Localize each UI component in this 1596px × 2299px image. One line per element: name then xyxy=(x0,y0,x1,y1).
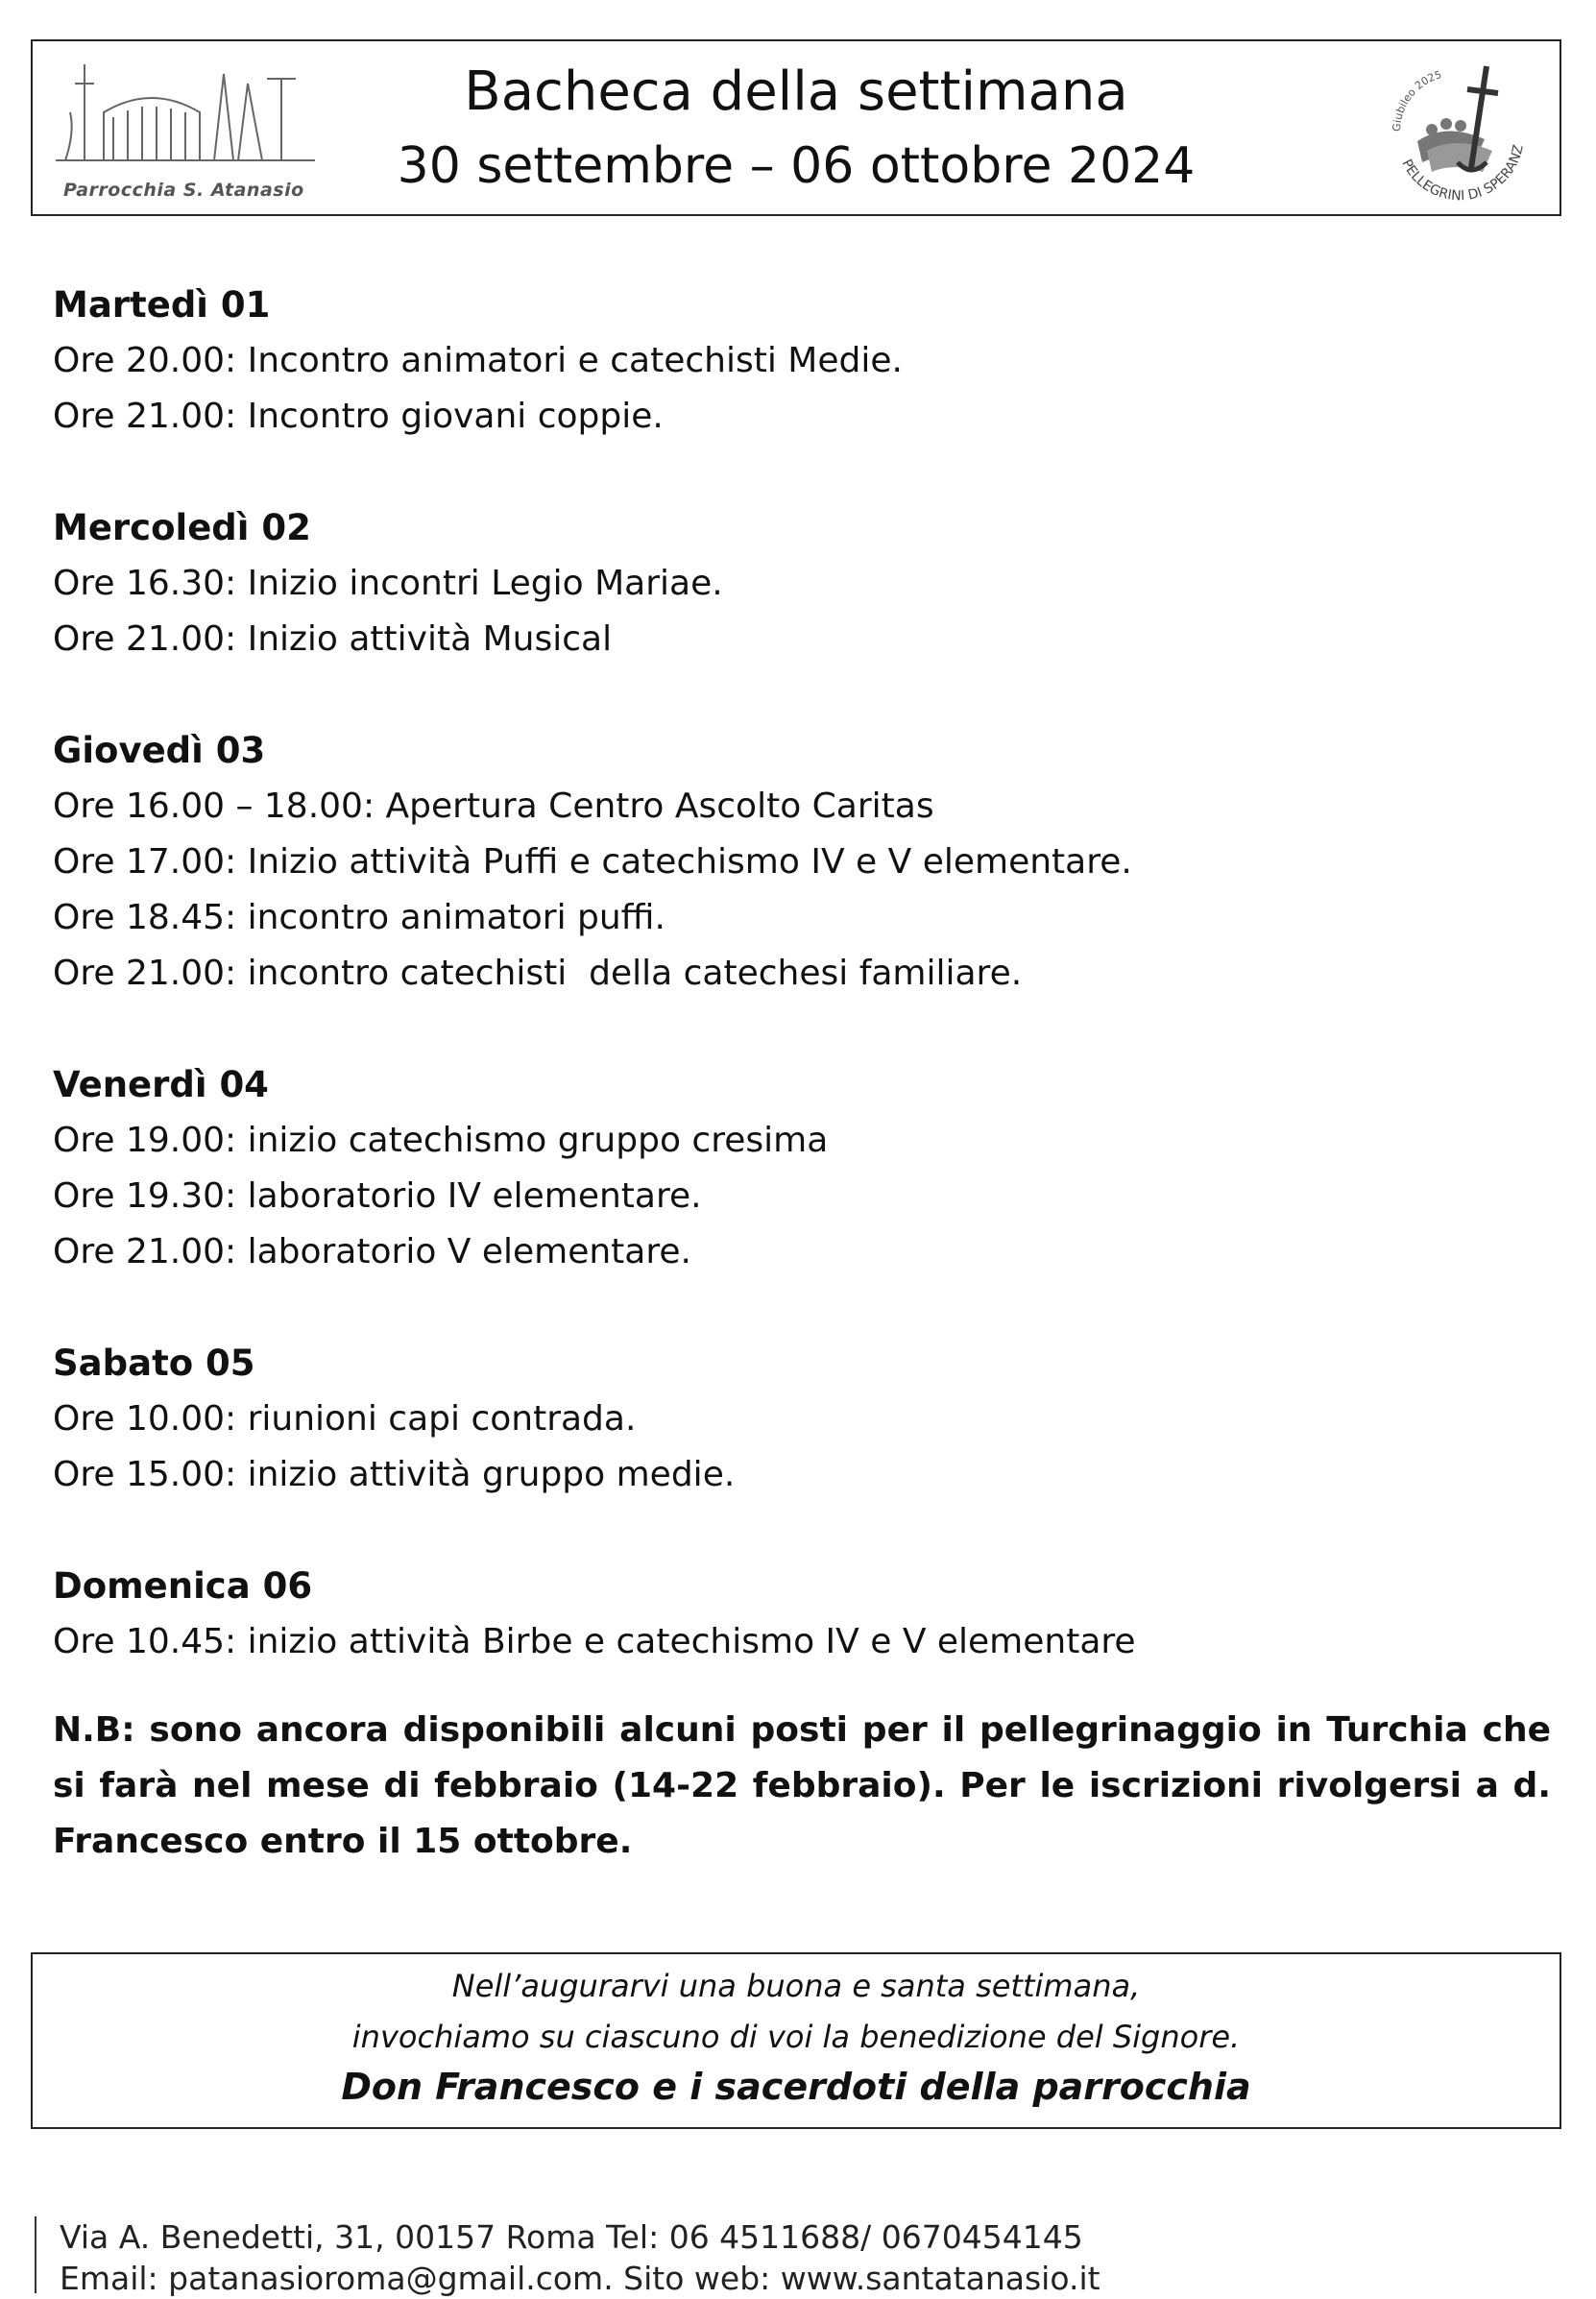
day-title: Mercoledì 02 xyxy=(53,507,311,548)
footer xyxy=(60,2216,1100,2299)
day-title: Venerdì 04 xyxy=(53,1064,269,1105)
page-title: Bacheca della settimana xyxy=(464,60,1128,123)
blessing-line-1: Nell’augurarvi una buona e santa settimana, xyxy=(451,1968,1141,2004)
event-item: Ore 15.00: inizio attività gruppo medie. xyxy=(53,1455,736,1494)
svg-text:Giubileo 2025 xyxy=(1390,68,1443,132)
day-block xyxy=(53,1057,1551,1280)
day-block xyxy=(53,278,1551,445)
jubilee-emblem-icon xyxy=(1379,55,1533,205)
blessing-signature: Don Francesco e i sacerdoti della parrocchia xyxy=(341,2066,1251,2108)
day-title: Martedì 01 xyxy=(53,284,271,326)
blessing-box xyxy=(31,1952,1561,2129)
footer-contact: Email: patanasioroma@gmail.com. Sito web: www.santatanasio.it xyxy=(60,2260,1100,2297)
header-box xyxy=(31,39,1561,216)
day-title: Sabato 05 xyxy=(53,1343,255,1384)
day-title: Domenica 06 xyxy=(53,1565,313,1607)
day-block xyxy=(53,1336,1551,1503)
jubilee-logo-bottom-text: PELLEGRINI DI SPERANZ xyxy=(1398,143,1527,205)
parish-logo-text: Parrocchia S. Atanasio xyxy=(63,180,304,201)
event-item: Ore 21.00: Incontro giovani coppie. xyxy=(53,397,664,436)
event-item: Ore 16.30: Inizio incontri Legio Mariae. xyxy=(53,564,723,603)
pilgrimage-note: N.B: sono ancora disponibili alcuni posti per il pellegrinaggio in Turchia che si farà nel mese di febbraio (14-22 febbraio). Per le iscrizioni rivolgersi a d. Francesco entro il 15 ottobre. xyxy=(53,1710,1551,1861)
weekly-schedule xyxy=(53,278,1551,1726)
week-dates: 30 settembre – 06 ottobre 2024 xyxy=(397,137,1196,195)
event-item: Ore 21.00: incontro catechisti della catechesi familiare. xyxy=(53,954,1023,993)
jubilee-logo xyxy=(1379,55,1533,205)
event-item: Ore 10.45: inizio attività Birbe e catechismo IV e V elementare xyxy=(53,1622,1136,1661)
event-item: Ore 18.45: incontro animatori puffi. xyxy=(53,898,665,937)
jubilee-logo-top-text: Giubileo 2025 xyxy=(1390,68,1443,133)
footer-divider xyxy=(35,2216,36,2293)
event-item: Ore 19.00: inizio catechismo gruppo cresima xyxy=(53,1121,829,1160)
event-item: Ore 20.00: Incontro animatori e catechisti Medie. xyxy=(53,341,903,380)
footer-address: Via A. Benedetti, 31, 00157 Roma Tel: 06 4511688/ 0670454145 xyxy=(60,2218,1083,2256)
blessing-line-2: invochiamo su ciascuno di voi la benedizione del Signore. xyxy=(351,2019,1241,2055)
day-block xyxy=(53,723,1551,1002)
event-item: Ore 21.00: Inizio attività Musical xyxy=(53,619,613,659)
day-title: Giovedì 03 xyxy=(53,730,266,771)
event-item: Ore 19.30: laboratorio IV elementare. xyxy=(53,1176,702,1216)
day-block xyxy=(53,1559,1551,1670)
event-item: Ore 16.00 – 18.00: Apertura Centro Ascolto Caritas xyxy=(53,786,934,826)
event-item: Ore 17.00: Inizio attività Puffi e catechismo IV e V elementare. xyxy=(53,842,1132,882)
event-item: Ore 21.00: laboratorio V elementare. xyxy=(53,1232,691,1271)
event-item: Ore 10.00: riunioni capi contrada. xyxy=(53,1399,637,1439)
day-block xyxy=(53,500,1551,667)
